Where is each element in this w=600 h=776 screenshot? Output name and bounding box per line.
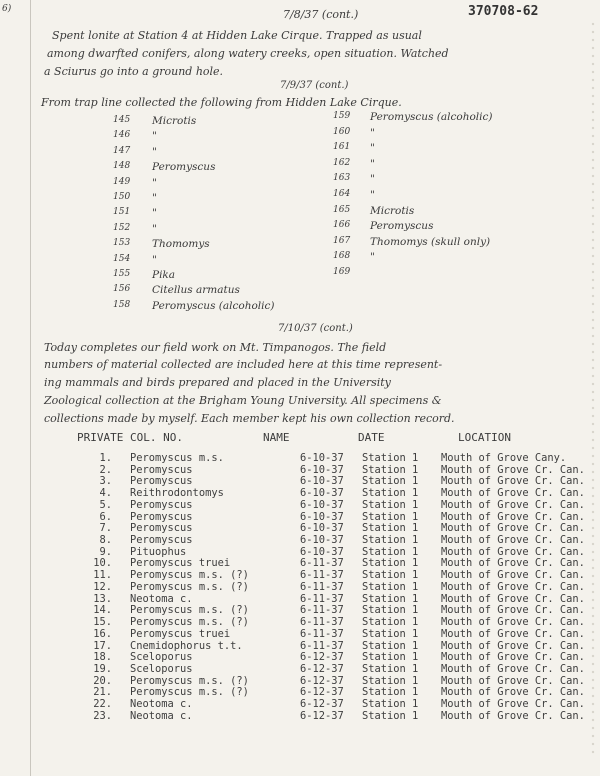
specimen-number: 150 (113, 192, 131, 202)
station: Station 1 (362, 604, 419, 617)
col-no: 21. (93, 686, 112, 699)
specimen-name: " (370, 251, 375, 264)
entry3-line: Today completes our field work on Mt. Timpanogos. The field (44, 341, 387, 354)
entry3-line: numbers of material collected are included here at this time represent- (44, 358, 443, 371)
location: Mouth of Grove Cr. Can. (441, 487, 585, 500)
entry3-line: ing mammals and birds prepared and placed in the University (44, 376, 391, 389)
station: Station 1 (362, 463, 419, 476)
collection-date: 6-12-37 (300, 709, 344, 722)
specimen-number: 166 (333, 220, 351, 231)
collection-date: 6-11-37 (300, 580, 344, 593)
species-name: Peromyscus (130, 534, 193, 547)
table-row (0, 475, 600, 487)
table-row (0, 616, 600, 628)
specimen-name: " (152, 176, 157, 189)
collection-date: 6-10-37 (300, 522, 344, 535)
species-name: Sceloporus (130, 651, 193, 664)
col-no: 18. (93, 651, 112, 664)
species-name: Peromyscus (130, 522, 193, 535)
species-name: Peromyscus (130, 475, 193, 488)
col-no: 17. (93, 639, 112, 652)
location: Mouth of Grove Cr. Can. (441, 639, 585, 652)
specimen-number: 162 (333, 157, 351, 168)
specimen-number: 159 (333, 111, 351, 121)
species-name: Peromyscus m.s. (?) (130, 674, 249, 687)
entry1-line: Spent lonite at Station 4 at Hidden Lake Cirque. Trapped as usual (52, 29, 422, 42)
entry1-date: 7/8/37 (cont.) (283, 8, 359, 21)
collection-date: 6-11-37 (300, 569, 344, 582)
specimen-name: " (152, 130, 157, 143)
table-row (0, 464, 600, 476)
station: Station 1 (362, 510, 419, 523)
specimen-name: " (370, 157, 375, 170)
col-no: 23. (93, 709, 112, 722)
species-name: Peromyscus m.s. (?) (130, 580, 249, 593)
specimen-number: 156 (113, 284, 131, 295)
col-no: 6. (99, 510, 112, 523)
location: Mouth of Grove Cr. Can. (441, 651, 585, 664)
specimen-number: 155 (113, 269, 131, 279)
specimen-name: Thomomys (152, 238, 210, 251)
header-date: DATE (358, 431, 385, 444)
col-no: 22. (93, 698, 112, 711)
entry1-line: a Sciurus go into a ground hole. (44, 65, 224, 78)
specimen-name: Peromyscus (370, 220, 434, 233)
specimen-name: " (370, 189, 375, 201)
collection-date: 6-10-37 (300, 463, 344, 476)
table-row (0, 452, 600, 464)
station: Station 1 (362, 627, 419, 640)
location: Mouth of Grove Cr. Can. (441, 534, 585, 547)
specimen-name: " (370, 173, 375, 186)
species-name: Peromyscus m.s. (?) (130, 616, 249, 629)
specimen-name: Pika (152, 269, 176, 281)
specimen-number: 152 (113, 222, 131, 233)
specimen-number: 167 (333, 235, 351, 246)
location: Mouth of Grove Cr. Can. (441, 498, 585, 511)
col-no: 5. (99, 498, 112, 511)
collection-date: 6-10-37 (300, 545, 344, 558)
col-no: 4. (99, 487, 112, 500)
specimen-name: " (152, 192, 157, 204)
species-name: Peromyscus truei (130, 557, 231, 570)
station: Station 1 (362, 452, 419, 464)
species-name: Peromyscus m.s. (?) (130, 604, 249, 617)
collection-date: 6-10-37 (300, 534, 344, 547)
specimen-name: Peromyscus (alcoholic) (370, 111, 493, 123)
station: Station 1 (362, 534, 419, 547)
specimen-number: 146 (113, 130, 131, 141)
species-name: Peromyscus (130, 498, 193, 511)
species-name: Peromyscus (130, 463, 193, 476)
location: Mouth of Grove Cr. Can. (441, 616, 585, 629)
station: Station 1 (362, 569, 419, 582)
col-no: 8. (99, 534, 112, 547)
location: Mouth of Grove Cr. Can. (441, 627, 585, 640)
specimen-name: " (152, 207, 157, 220)
specimen-number: 148 (113, 161, 131, 172)
specimen-name: " (152, 253, 157, 266)
location: Mouth of Grove Cr. Can. (441, 522, 585, 535)
specimen-number: 149 (113, 176, 131, 187)
entry3-line: Zoological collection at the Brigham Young University. All specimens & (44, 394, 442, 407)
location: Mouth of Grove Cr. Can. (441, 674, 585, 687)
table-row (0, 581, 600, 593)
location: Mouth of Grove Cr. Can. (441, 662, 585, 675)
collection-date: 6-10-37 (300, 510, 344, 523)
table-row (0, 593, 600, 605)
collection-date: 6-11-37 (300, 592, 344, 605)
col-no: 15. (93, 616, 112, 629)
location: Mouth of Grove Cr. Can. (441, 557, 585, 570)
station: Station 1 (362, 557, 419, 570)
species-name: Peromyscus (130, 510, 193, 523)
location: Mouth of Grove Cr. Can. (441, 580, 585, 593)
station: Station 1 (362, 498, 419, 511)
table-row (0, 557, 600, 569)
header-location: LOCATION (458, 431, 511, 444)
col-no: 10. (93, 557, 112, 570)
specimen-number: 147 (113, 145, 131, 156)
collection-date: 6-10-37 (300, 498, 344, 511)
collection-date: 6-12-37 (300, 662, 344, 675)
col-no: 7. (99, 522, 112, 535)
document-id: 370708-62 (468, 4, 539, 19)
station: Station 1 (362, 487, 419, 500)
table-row (0, 640, 600, 652)
specimen-name: Peromyscus (alcoholic) (152, 299, 275, 312)
collection-date: 6-11-37 (300, 616, 344, 629)
station: Station 1 (362, 698, 419, 711)
table-row (0, 698, 600, 710)
collection-date: 6-10-37 (300, 475, 344, 488)
specimen-name: Citellus armatus (152, 284, 240, 297)
specimen-name: Microtis (370, 204, 415, 217)
species-name: Cnemidophorus t.t. (130, 639, 243, 652)
location: Mouth of Grove Cr. Can. (441, 592, 585, 605)
collection-date: 6-10-37 (300, 452, 344, 464)
table-row (0, 511, 600, 523)
col-no: 13. (93, 592, 112, 605)
specimen-number: 154 (113, 253, 131, 264)
specimen-number: 160 (333, 126, 351, 137)
col-no: 20. (93, 674, 112, 687)
specimen-number: 165 (333, 204, 351, 215)
specimen-number: 163 (333, 173, 351, 184)
table-row (0, 546, 600, 558)
table-row (0, 499, 600, 511)
station: Station 1 (362, 475, 419, 488)
header-col-no: PRIVATE COL. NO. (77, 431, 183, 444)
species-name: Pituophus (130, 545, 187, 558)
collection-date: 6-11-37 (300, 604, 344, 617)
table-row (0, 651, 600, 663)
col-no: 1. (99, 452, 112, 464)
col-no: 16. (93, 627, 112, 640)
specimen-number: 168 (333, 251, 351, 262)
entry1-line: among dwarfted conifers, along watery creeks, open situation. Watched (47, 47, 449, 60)
species-name: Neotoma c. (130, 709, 193, 722)
station: Station 1 (362, 674, 419, 687)
station: Station 1 (362, 686, 419, 699)
table-row (0, 604, 600, 616)
specimen-number: 151 (113, 207, 131, 218)
col-no: 19. (93, 662, 112, 675)
species-name: Peromyscus truei (130, 627, 231, 640)
specimen-number: 145 (113, 115, 131, 125)
location: Mouth of Grove Cr. Can. (441, 698, 585, 711)
location: Mouth of Grove Cany. (441, 452, 567, 464)
col-no: 11. (93, 569, 112, 582)
station: Station 1 (362, 592, 419, 605)
location: Mouth of Grove Cr. Can. (441, 463, 585, 476)
species-name: Peromyscus m.s. (?) (130, 686, 249, 699)
entry3-date: 7/10/37 (cont.) (278, 323, 353, 334)
station: Station 1 (362, 616, 419, 629)
table-row (0, 686, 600, 698)
location: Mouth of Grove Cr. Can. (441, 545, 585, 558)
specimen-number: 161 (333, 142, 351, 153)
collection-date: 6-11-37 (300, 557, 344, 570)
col-no: 3. (99, 475, 112, 488)
species-name: Sceloporus (130, 662, 193, 675)
species-name: Peromyscus m.s. (?) (130, 569, 249, 582)
location: Mouth of Grove Cr. Can. (441, 709, 585, 722)
specimen-number: 164 (333, 189, 351, 199)
station: Station 1 (362, 651, 419, 664)
collection-date: 6-10-37 (300, 487, 344, 500)
species-name: Reithrodontomys (130, 487, 224, 500)
col-no: 9. (99, 545, 112, 558)
table-row (0, 675, 600, 687)
col-no: 2. (99, 463, 112, 476)
collection-date: 6-12-37 (300, 686, 344, 699)
collection-date: 6-12-37 (300, 674, 344, 687)
specimen-name: Peromyscus (152, 161, 216, 174)
table-row (0, 534, 600, 546)
specimen-name: " (370, 142, 375, 155)
entry2-date: 7/9/37 (cont.) (280, 80, 349, 91)
table-row (0, 663, 600, 675)
species-name: Neotoma c. (130, 698, 193, 711)
specimen-name: " (370, 126, 375, 139)
entry3-line: collections made by myself. Each member kept his own collection record. (44, 412, 455, 425)
station: Station 1 (362, 662, 419, 675)
specimen-name: " (152, 145, 157, 158)
table-row (0, 628, 600, 640)
specimen-number: 158 (113, 299, 131, 310)
margin-mark: 6) (2, 4, 12, 14)
header-name: NAME (263, 431, 290, 444)
specimen-name: " (152, 222, 157, 235)
table-row (0, 710, 600, 722)
collection-date: 6-12-37 (300, 698, 344, 711)
species-name: Neotoma c. (130, 592, 193, 605)
specimen-number: 153 (113, 238, 131, 249)
station: Station 1 (362, 522, 419, 535)
station: Station 1 (362, 580, 419, 593)
station: Station 1 (362, 639, 419, 652)
specimen-name: Thomomys (skull only) (370, 235, 491, 248)
entry2-intro: From trap line collected the following from Hidden Lake Cirque. (41, 96, 402, 109)
location: Mouth of Grove Cr. Can. (441, 569, 585, 582)
location: Mouth of Grove Cr. Can. (441, 604, 585, 617)
specimen-number: 169 (333, 267, 351, 277)
station: Station 1 (362, 709, 419, 722)
table-row (0, 569, 600, 581)
table-row (0, 522, 600, 534)
location: Mouth of Grove Cr. Can. (441, 686, 585, 699)
location: Mouth of Grove Cr. Can. (441, 510, 585, 523)
collection-date: 6-12-37 (300, 651, 344, 664)
station: Station 1 (362, 545, 419, 558)
col-no: 12. (93, 580, 112, 593)
collection-date: 6-11-37 (300, 627, 344, 640)
col-no: 14. (93, 604, 112, 617)
table-row (0, 487, 600, 499)
species-name: Peromyscus m.s. (130, 452, 224, 464)
specimen-name: Microtis (152, 115, 197, 127)
location: Mouth of Grove Cr. Can. (441, 475, 585, 488)
collection-date: 6-11-37 (300, 639, 344, 652)
